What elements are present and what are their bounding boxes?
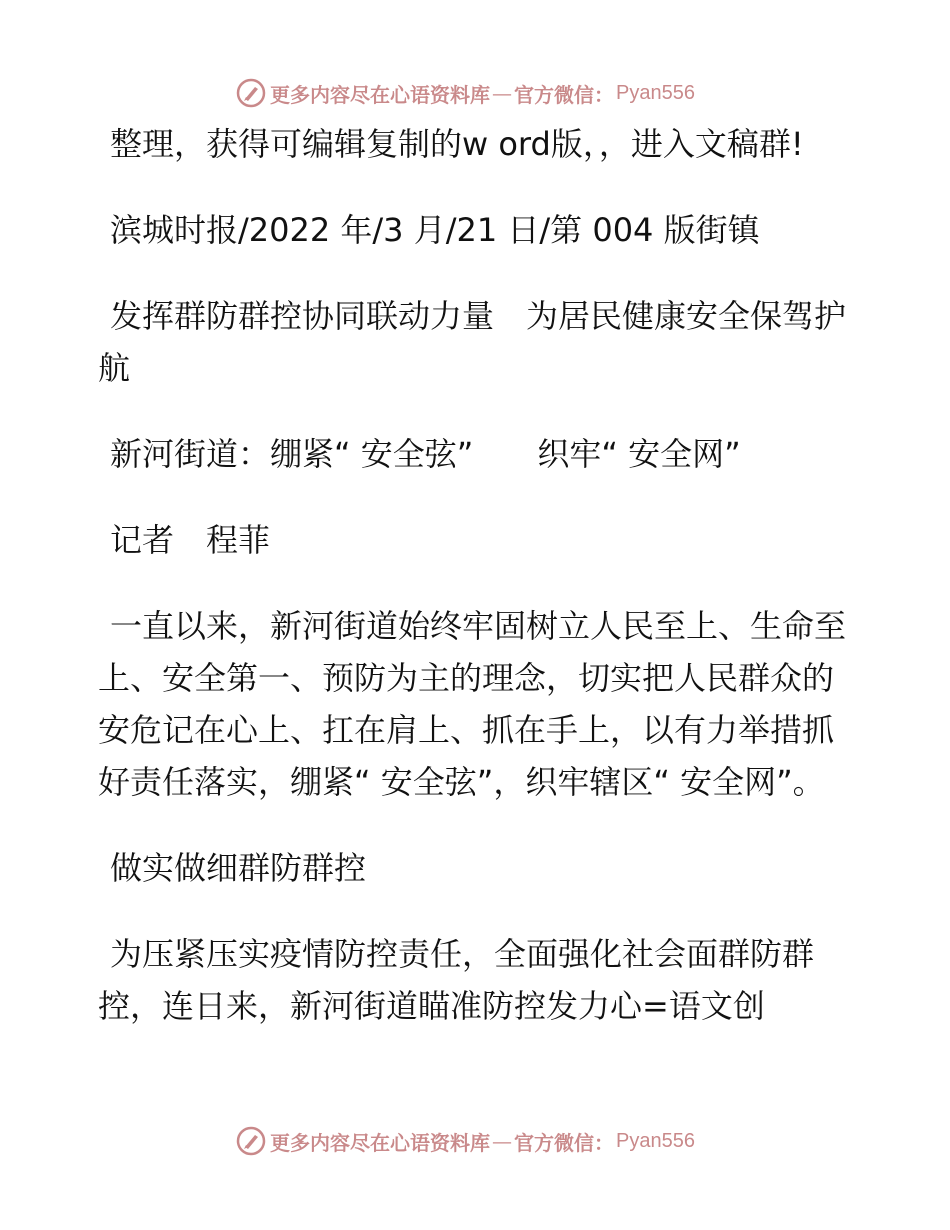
body-paragraph: 为压紧压实疫情防控责任，全面强化社会面群防群控，连日来，新河街道瞄准防控发力心=语文创 bbox=[98, 935, 815, 1025]
intro-paragraph: 整理，获得可编辑复制的w ord版，，进入文稿群! bbox=[110, 125, 804, 163]
banner-wechat-id: Pyan556 bbox=[616, 81, 695, 104]
banner-text: 更多内容尽在心语资料库 bbox=[270, 1130, 490, 1155]
banner-wechat-label: 官方微信： bbox=[514, 82, 614, 107]
byline: 记者 程菲 bbox=[110, 521, 271, 559]
subheadline: 新河街道：绷紧“ 安全弦” 织牢“ 安全网” bbox=[110, 435, 741, 473]
pen-logo-icon bbox=[236, 78, 266, 108]
document-body bbox=[98, 118, 858, 1066]
header-watermark-banner bbox=[0, 72, 950, 112]
banner-separator: — bbox=[492, 1129, 512, 1153]
banner-separator: — bbox=[492, 81, 512, 105]
banner-wechat-label: 官方微信： bbox=[514, 1130, 614, 1155]
banner-text: 更多内容尽在心语资料库 bbox=[270, 82, 490, 107]
headline: 发挥群防群控协同联动力量 为居民健康安全保驾护航 bbox=[98, 297, 847, 387]
source-line: 滨城时报/2022 年/3 月/21 日/第 004 版街镇 bbox=[110, 211, 760, 249]
body-paragraph: 一直以来，新河街道始终牢固树立人民至上、生命至上、安全第一、预防为主的理念，切实把人民群众的安危记在心上、扛在肩上、抓在手上，以有力举措抓好责任落实，绷紧“ 安全弦”，织牢辖区“ 安全网”。 bbox=[98, 607, 847, 801]
footer-watermark-banner bbox=[0, 1120, 950, 1160]
pen-logo-icon bbox=[236, 1126, 266, 1156]
section-heading: 做实做细群防群控 bbox=[110, 849, 367, 887]
banner-wechat-id: Pyan556 bbox=[616, 1129, 695, 1152]
